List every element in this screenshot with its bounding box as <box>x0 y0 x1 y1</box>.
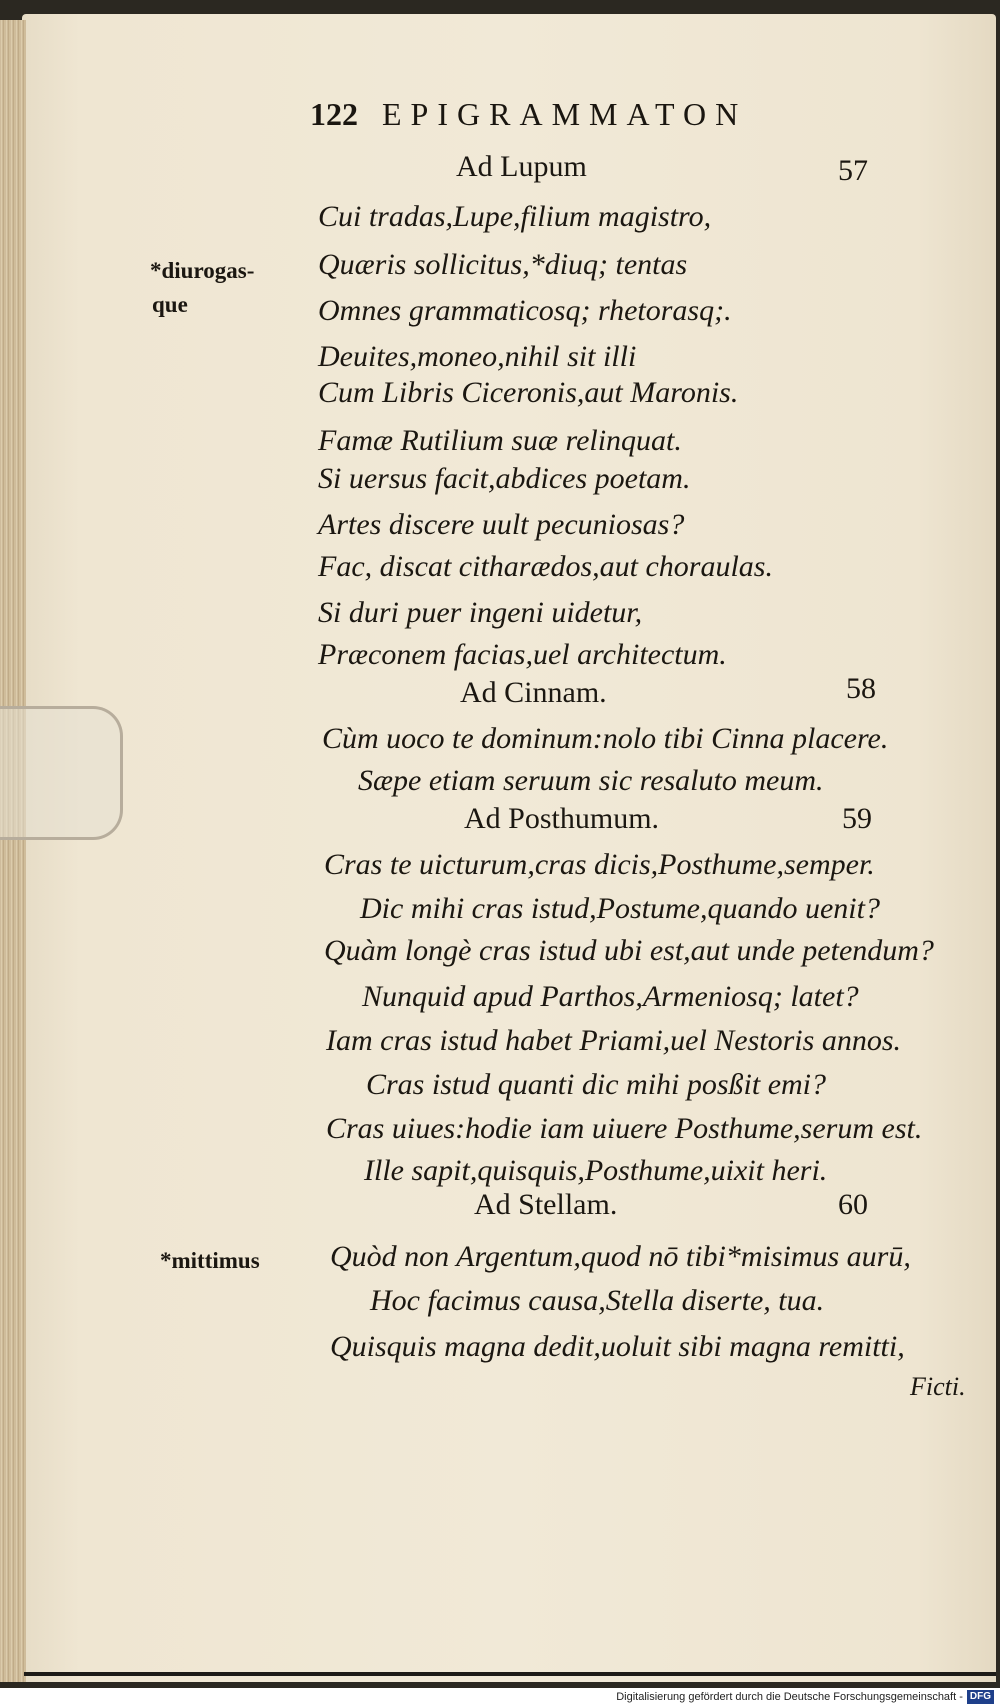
poem-title: Ad Stellam. <box>474 1188 618 1221</box>
page-number: 122 <box>310 96 358 132</box>
verse-line: Cras uiues:hodie iam uiuere Posthume,serum est. <box>326 1112 923 1145</box>
verse-line: Cui tradas,Lupe,filium magistro, <box>318 200 712 233</box>
verse-line: Hoc facimus causa,Stella diserte, tua. <box>370 1284 825 1317</box>
poem-title: Ad Cinnam. <box>460 676 607 709</box>
poem-number: 57 <box>838 154 868 187</box>
verse-line: Artes discere uult pecuniosas? <box>318 508 685 541</box>
poem-title: Ad Lupum <box>456 150 587 183</box>
verse-line: Quàm longè cras istud ubi est,aut unde petendum? <box>324 934 934 967</box>
running-head: EPIGRAMMATON <box>382 96 748 132</box>
poem-title: Ad Posthumum. <box>464 802 660 835</box>
verse-line: Famæ Rutilium suæ relinquat. <box>318 424 682 457</box>
poem-number: 60 <box>838 1188 868 1221</box>
page-stack-edge <box>0 20 26 1682</box>
verse-line: Cras istud quanti dic mihi posßit emi? <box>366 1068 827 1101</box>
running-header <box>310 96 747 133</box>
verse-line: Si duri puer ingeni uidetur, <box>318 596 643 629</box>
margin-note: *mittimus <box>160 1248 260 1273</box>
verse-line: Dic mihi cras istud,Postume,quando uenit? <box>360 892 880 925</box>
page-clip <box>0 706 123 840</box>
poem-number: 59 <box>842 802 872 835</box>
verse-line: Si uersus facit,abdices poetam. <box>318 462 691 495</box>
poem-number: 58 <box>846 672 876 705</box>
verse-line: Præconem facias,uel architectum. <box>318 638 727 671</box>
verse-line: Ille sapit,quisquis,Posthume,uixit heri. <box>364 1154 828 1187</box>
verse-line: Fac, discat citharædos,aut choraulas. <box>318 550 773 583</box>
verse-line: Nunquid apud Parthos,Armeniosq; latet? <box>362 980 859 1013</box>
margin-note: que <box>152 292 188 317</box>
digitization-footer <box>0 1688 1000 1706</box>
catchword: Ficti. <box>910 1372 966 1401</box>
verse-line: Sæpe etiam seruum sic resaluto meum. <box>358 764 824 797</box>
verse-line: Quæris sollicitus,*diuq; tentas <box>318 248 688 281</box>
footer-text: Digitalisierung gefördert durch die Deutsche Forschungsgemeinschaft - <box>616 1691 963 1703</box>
margin-note: *diurogas- <box>150 258 255 283</box>
verse-line: Deuites,moneo,nihil sit illi <box>318 340 637 373</box>
verse-line: Iam cras istud habet Priami,uel Nestoris annos. <box>326 1024 901 1057</box>
dfg-logo-icon: DFG <box>967 1690 994 1704</box>
page-bottom-edge <box>24 1672 996 1676</box>
verse-line: Cras te uicturum,cras dicis,Posthume,semper. <box>324 848 875 881</box>
verse-line: Cum Libris Ciceronis,aut Maronis. <box>318 376 739 409</box>
verse-line: Cùm uoco te dominum:nolo tibi Cinna placere. <box>322 722 889 755</box>
verse-line: Quisquis magna dedit,uoluit sibi magna remitti, <box>330 1330 905 1363</box>
verse-line: Quòd non Argentum,quod nō tibi*misimus aurū, <box>330 1240 911 1273</box>
verse-line: Omnes grammaticosq; rhetorasq;. <box>318 294 732 327</box>
